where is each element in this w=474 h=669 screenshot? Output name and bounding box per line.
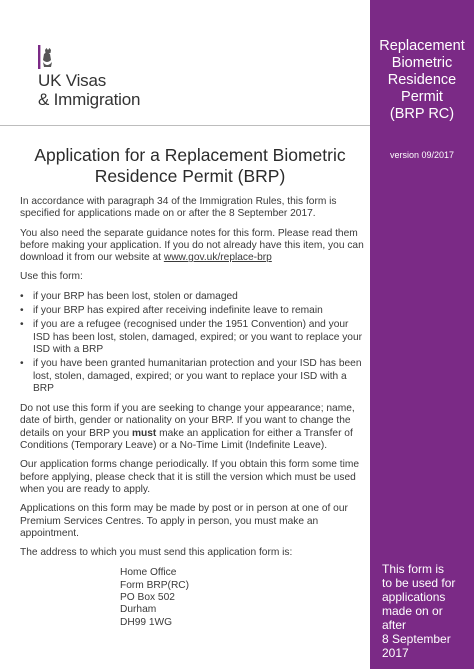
- note-line: This form is: [382, 562, 445, 576]
- bullet-icon: •: [20, 319, 24, 331]
- list-item: [20, 305, 368, 317]
- list-item-text: if your BRP has been lost, stolen or damaged: [33, 290, 238, 302]
- sidebar-title-line: Permit: [401, 89, 443, 105]
- form-body: [20, 196, 368, 629]
- do-not-use-text-2: make an application for either a Transfer of Conditions (Temporary Leave) or a No-Time Limit (Indefinite Leave).: [20, 427, 353, 452]
- sidebar-validity-note: [382, 562, 470, 660]
- must-emphasis: must: [131, 427, 157, 439]
- header-divider: [0, 125, 370, 126]
- sidebar-form-title: [370, 38, 474, 123]
- note-line: 8 September: [382, 632, 451, 646]
- form-sidebar: [370, 0, 474, 669]
- list-item: [20, 358, 368, 395]
- logo-line-2: & Immigration: [38, 90, 141, 109]
- address-line: DH99 1WG: [120, 616, 173, 628]
- bullet-icon: •: [20, 358, 24, 370]
- address-line: PO Box 502: [120, 592, 175, 604]
- guidance-paragraph: [20, 228, 368, 265]
- address-line: Home Office: [120, 567, 177, 579]
- postal-address: [120, 567, 368, 628]
- page-title: [14, 145, 366, 187]
- note-line: applications: [382, 590, 446, 604]
- list-item-text: if you have been granted humanitarian protection and your ISD has been lost, stolen, damaged, expired; or you want to replace your ISD with a BRP: [33, 358, 362, 394]
- list-item-text: if you are a refugee (recognised under the 1951 Convention) and your ISD has been lost, stolen, damaged, expired; or you want to replace your ISD with a BRP: [33, 319, 363, 355]
- title-line-2: Residence Permit (BRP): [94, 166, 286, 186]
- use-form-heading: Use this form:: [20, 271, 83, 283]
- guidance-text: You also need the separate guidance notes for this form. Please read them before making your application. If you do not already have this item, you can download it from our website at: [20, 227, 364, 264]
- how-to-apply-paragraph: Applications on this form may be made by post or in person at one of our Premium Services Centres. To apply in person, you must make an appointment.: [20, 503, 348, 539]
- do-not-use-text-1: Do not use this form if you are seeking to change your appearance; name, date of birth, gender or nationality on your BRP. If you want to change the details on your BRP you: [20, 403, 355, 439]
- intro-paragraph: In accordance with paragraph 34 of the Immigration Rules, this form is specified for applications made on or after the 8 September 2017.: [20, 196, 337, 220]
- royal-crest-icon: [36, 44, 58, 72]
- list-item: [20, 319, 368, 356]
- form-version: version 09/2017: [389, 150, 455, 160]
- sidebar-title-line: Replacement: [379, 38, 465, 54]
- bullet-icon: •: [20, 305, 24, 317]
- title-line-1: Application for a Replacement Biometric: [34, 145, 346, 165]
- logo-line-1: UK Visas: [38, 71, 107, 90]
- bullet-icon: •: [20, 290, 24, 302]
- note-line: 2017: [382, 646, 409, 660]
- forms-change-paragraph: Our application forms change periodically. If you obtain this form some time before applying, please check that it is still the version which must be used when you are ready to apply.: [20, 459, 359, 495]
- note-line: to be used for: [382, 576, 456, 590]
- sidebar-title-line: Biometric: [391, 55, 453, 71]
- sidebar-title-line: Residence: [387, 72, 457, 88]
- do-not-use-paragraph: [20, 403, 368, 452]
- list-item-text: if your BRP has expired after receiving indefinite leave to remain: [33, 305, 323, 317]
- address-line: Form BRP(RC): [120, 579, 190, 591]
- sidebar-title-line: (BRP RC): [389, 106, 455, 122]
- note-line: made on or after: [382, 604, 443, 632]
- list-item: [20, 291, 368, 303]
- address-line: Durham: [120, 604, 157, 616]
- address-intro: The address to which you must send this application form is:: [20, 547, 293, 559]
- guidance-link[interactable]: www.gov.uk/replace-brp: [163, 252, 272, 264]
- use-form-list: [20, 291, 368, 395]
